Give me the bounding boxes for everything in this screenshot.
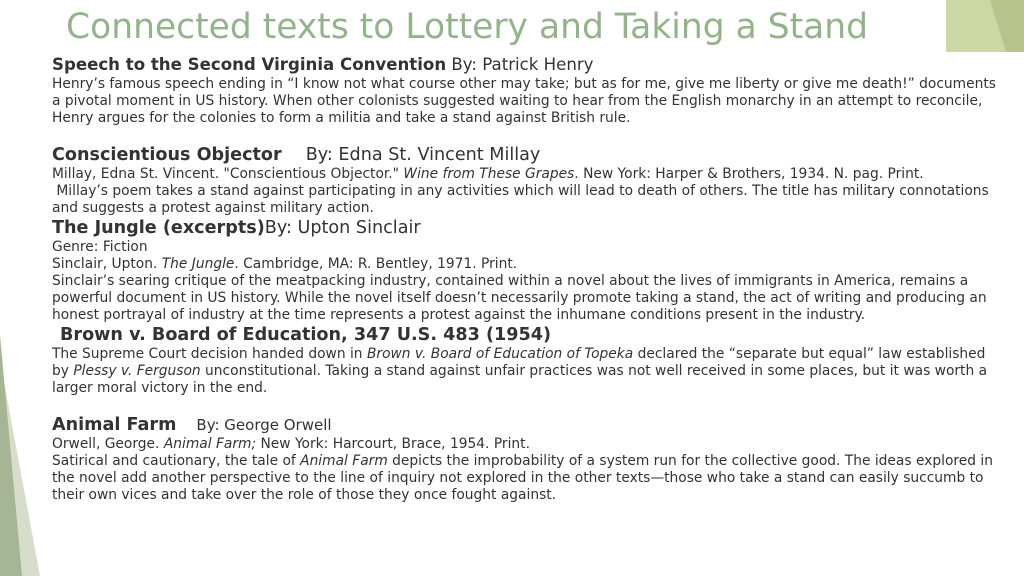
description-jungle: Sinclair’s searing critique of the meatpacking industry, contained within a novel about the lives of immigrants in America, remains a powerful document in US history. While the novel itself doesn’t necessarily promote taking a stand, the act of writing and producing an honest portrayal of industry at the time represents a protest against the inhumane conditions present in the industry. [52,273,987,323]
corner-decoration [946,0,1024,52]
citation-jungle [52,256,1004,273]
heading-conscientious-objector [52,144,1004,166]
heading-author-millay: By: Edna St. Vincent Millay [305,145,541,165]
heading-animal-farm [52,414,1004,436]
description-animal-farm [52,453,1004,504]
left-decorative-shapes [0,0,40,576]
heading-title-jungle: The Jungle (excerpts) [52,218,265,238]
slide-content [52,53,1004,504]
description-animal-farm-title: Animal Farm [300,453,388,469]
citation-animal-farm [52,436,1004,453]
description-brown [52,346,1004,397]
description-brown-part2: declared the “separate but equal” law established by [52,346,986,379]
citation-jungle-book: The Jungle [161,256,235,272]
heading-author-henry: By: Patrick Henry [446,55,594,74]
left-accent-graphic [0,0,40,576]
heading-title-animal-farm: Animal Farm [52,415,177,435]
citation-jungle-text: Sinclair, Upton. [52,256,162,272]
description-speech: Henry’s famous speech ending in “I know not what course other may take; but as for me, give me liberty or give me death!” documents a pivotal moment in US history. When other colonists suggested waiting to hear from the English monarchy in an attempt to reconcile, Henry argues for the colonies to form a militia and take a stand against British rule. [52,76,996,126]
citation-objector-book: Wine from These Grapes [403,166,575,182]
citation-jungle-publisher: . Cambridge, MA: R. Bentley, 1971. Print. [234,256,518,272]
citation-animal-farm-book: Animal Farm; [163,436,257,452]
citation-animal-farm-text: Orwell, George. [52,436,164,452]
description-animal-farm-part2: depicts the improbability of a system run for the collective good. The ideas explored in the novel add another perspective to the line of inquiry not explored in the other texts—those who take a stand can easily succumb to their own vices and take over the role of those they once fought against. [52,453,993,503]
citation-objector-publisher: . New York: Harper & Brothers, 1934. N. pag. Print. [574,166,924,182]
heading-the-jungle [52,217,1004,239]
genre-jungle: Genre: Fiction [52,239,148,255]
heading-title-speech: Speech to the Second Virginia Convention [52,55,447,74]
description-brown-case: Brown v. Board of Education of Topeka [366,346,634,362]
description-animal-farm-part1: Satirical and cautionary, the tale of [52,453,301,469]
heading-author-orwell: By: George Orwell [196,416,332,434]
heading-title-brown: Brown v. Board of Education, 347 U.S. 483 (1954) [60,325,552,345]
heading-title-objector: Conscientious Objector [52,145,282,165]
description-brown-part3: unconstitutional. Taking a stand against unfair practices was not well received in some places, but it was worth a larger moral victory in the end. [52,363,988,396]
slide-title: Connected texts to Lottery and Taking a Stand [66,7,869,47]
citation-objector-text: Millay, Edna St. Vincent. "Conscientious Objector." [52,166,404,182]
citation-animal-farm-publisher: New York: Harcourt, Brace, 1954. Print. [256,436,530,452]
description-brown-part1: The Supreme Court decision handed down in [52,346,367,362]
heading-author-sinclair: By: Upton Sinclair [264,218,421,238]
citation-objector [52,166,1004,183]
heading-speech-virginia-convention [52,53,1004,76]
description-objector: Millay’s poem takes a stand against participating in any activities which will lead to death of others. The title has military connotations and suggests a protest against military action. [52,183,994,216]
description-brown-plessy: Plessy v. Ferguson [73,363,201,379]
heading-brown-v-board [52,324,1004,346]
